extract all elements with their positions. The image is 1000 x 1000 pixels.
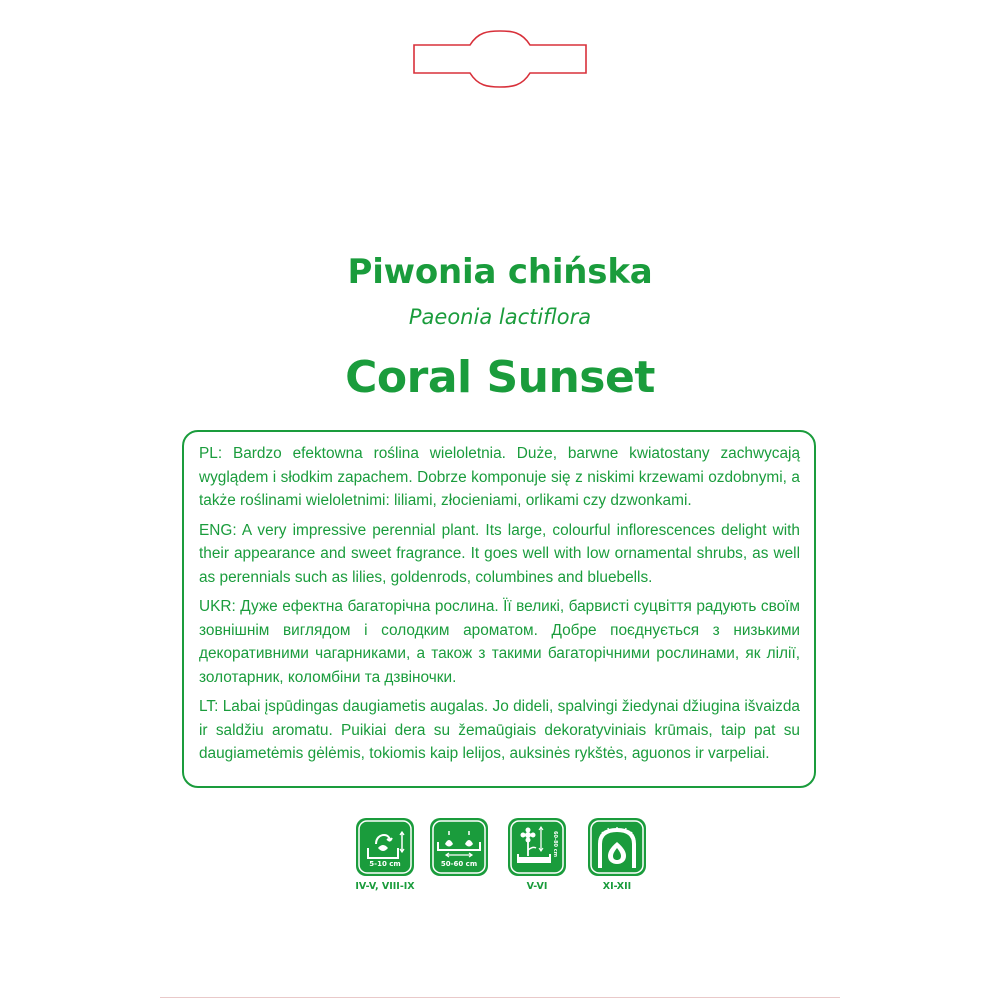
description-box <box>182 430 816 788</box>
flowering-height-label: 60-80 cm <box>552 831 558 857</box>
planting-time-caption: IV-V, VIII-IX <box>355 881 415 892</box>
plant-spacing-icon <box>430 818 488 876</box>
description-ukr: UKR: Дуже ефектна багаторічна рослина. Її великі, барвисті суцвіття радують своїм зовнішнім виглядом і солодким ароматом. Добре поєднується з низькими декоративними чагарниками, а також з такими багаторічними рослинами, як лілії, золотарник, коломбіни та дзвіночки. <box>199 598 800 686</box>
flowering-height-icon <box>508 818 566 876</box>
storage-icon <box>588 818 646 876</box>
description-lt: LT: Labai įspūdingas daugiametis augalas. Jo dideli, spalvingi žiedynai džiugina išvaizda ir saldžiu aromatu. Puikiai dera su žemaūgiais dekoratyviniais krūmais, taip pat su daugiametėmis gėlėmis, tokiomis kaip lelijos, auksinės rykštės, aguonos ir varpeliai. <box>199 698 800 762</box>
common-name-title: Piwonia chińska <box>347 252 653 292</box>
storage-time-caption: XI-XII <box>602 881 632 892</box>
plant-spacing-label: 50-60 cm <box>440 860 478 868</box>
variety-title: Coral Sunset <box>345 352 655 403</box>
latin-name-subtitle: Paeonia lactiflora <box>408 305 592 329</box>
icon-storage <box>562 818 672 893</box>
planting-depth-label: 5-10 cm <box>369 860 401 868</box>
title-block <box>0 250 1000 406</box>
hang-hole-outline <box>412 28 588 90</box>
description-pl: PL: Bardzo efektowna roślina wieloletnia. Duże, barwne kwiatostany zachwycają wyglądem i słodkim zapachem. Dobrze komponuje się z niskimi krzewami ozdobnymi, a także roślinami wieloletnimi: liliami, złocieniami, orlikami czy dzwonkami. <box>199 445 800 509</box>
description-eng: ENG: A very impressive perennial plant. Its large, colourful inflorescences delight with their appearance and sweet fragrance. It goes well with low ornamental shrubs, as well as perennials such as lilies, goldenrods, columbines and bluebells. <box>199 521 800 586</box>
flowering-time-caption: V-VI <box>526 881 548 892</box>
bottom-edge-line <box>160 997 840 998</box>
